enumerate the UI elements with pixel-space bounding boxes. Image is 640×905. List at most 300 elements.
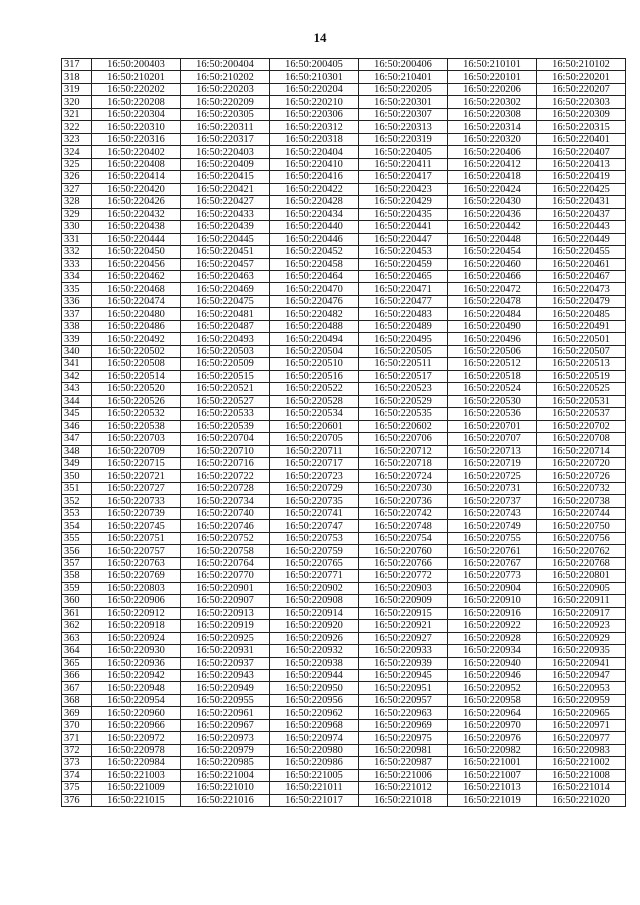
cadastral-code-cell: 16:50:220453 (359, 246, 448, 258)
cadastral-code-cell: 16:50:220478 (448, 295, 537, 307)
cadastral-code-cell: 16:50:220953 (537, 682, 626, 694)
cadastral-code-cell: 16:50:220755 (448, 532, 537, 544)
cadastral-code-cell: 16:50:220717 (270, 458, 359, 470)
cadastral-code-cell: 16:50:220403 (181, 146, 270, 158)
table-row (62, 196, 626, 208)
cadastral-code-cell: 16:50:220902 (270, 582, 359, 594)
table-row (62, 657, 626, 669)
row-number: 325 (62, 158, 92, 170)
cadastral-code-cell: 16:50:220411 (359, 158, 448, 170)
cadastral-code-cell: 16:50:220210 (270, 96, 359, 108)
cadastral-code-cell: 16:50:220764 (181, 557, 270, 569)
cadastral-code-cell: 16:50:220969 (359, 719, 448, 731)
row-number: 328 (62, 196, 92, 208)
row-number: 357 (62, 557, 92, 569)
cadastral-code-cell: 16:50:220209 (181, 96, 270, 108)
row-number: 376 (62, 794, 92, 806)
cadastral-code-cell: 16:50:220457 (181, 258, 270, 270)
cadastral-code-cell: 16:50:220455 (537, 246, 626, 258)
cadastral-code-cell: 16:50:220417 (359, 171, 448, 183)
cadastral-code-cell: 16:50:220502 (92, 345, 181, 357)
cadastral-code-cell: 16:50:220924 (92, 632, 181, 644)
table-row (62, 607, 626, 619)
cadastral-code-cell: 16:50:220521 (181, 383, 270, 395)
cadastral-code-cell: 16:50:220514 (92, 370, 181, 382)
table-body (62, 59, 626, 807)
cadastral-code-cell: 16:50:220491 (537, 320, 626, 332)
row-number: 371 (62, 732, 92, 744)
cadastral-code-cell: 16:50:220426 (92, 196, 181, 208)
cadastral-code-cell: 16:50:220456 (92, 258, 181, 270)
cadastral-code-cell: 16:50:220980 (270, 744, 359, 756)
cadastral-code-cell: 16:50:220922 (448, 620, 537, 632)
cadastral-code-cell: 16:50:220903 (359, 582, 448, 594)
row-number: 365 (62, 657, 92, 669)
cadastral-code-cell: 16:50:220206 (448, 83, 537, 95)
cadastral-code-cell: 16:50:221010 (181, 782, 270, 794)
cadastral-code-cell: 16:50:220962 (270, 707, 359, 719)
cadastral-code-cell: 16:50:220504 (270, 345, 359, 357)
row-number: 347 (62, 433, 92, 445)
cadastral-code-cell: 16:50:220495 (359, 333, 448, 345)
cadastral-code-cell: 16:50:220515 (181, 370, 270, 382)
cadastral-code-cell: 16:50:220467 (537, 270, 626, 282)
table-row (62, 258, 626, 270)
cadastral-code-cell: 16:50:221020 (537, 794, 626, 806)
table-row (62, 233, 626, 245)
table-row (62, 782, 626, 794)
cadastral-code-cell: 16:50:220506 (448, 345, 537, 357)
cadastral-code-cell: 16:50:220469 (181, 283, 270, 295)
cadastral-code-cell: 16:50:200406 (359, 59, 448, 71)
table-row (62, 433, 626, 445)
cadastral-code-cell: 16:50:220928 (448, 632, 537, 644)
table-row (62, 620, 626, 632)
cadastral-code-cell: 16:50:220301 (359, 96, 448, 108)
cadastral-code-cell: 16:50:220701 (448, 420, 537, 432)
cadastral-code-cell: 16:50:220518 (448, 370, 537, 382)
cadastral-code-cell: 16:50:220704 (181, 433, 270, 445)
row-number: 374 (62, 769, 92, 781)
cadastral-code-cell: 16:50:221003 (92, 769, 181, 781)
cadastral-code-cell: 16:50:220981 (359, 744, 448, 756)
cadastral-code-cell: 16:50:220421 (181, 183, 270, 195)
cadastral-code-cell: 16:50:220913 (181, 607, 270, 619)
cadastral-code-cell: 16:50:220489 (359, 320, 448, 332)
cadastral-code-cell: 16:50:220407 (537, 146, 626, 158)
cadastral-code-cell: 16:50:220422 (270, 183, 359, 195)
cadastral-code-cell: 16:50:220926 (270, 632, 359, 644)
cadastral-code-cell: 16:50:220974 (270, 732, 359, 744)
table-row (62, 158, 626, 170)
cadastral-code-cell: 16:50:210201 (92, 71, 181, 83)
cadastral-code-cell: 16:50:220929 (537, 632, 626, 644)
cadastral-code-cell: 16:50:200403 (92, 59, 181, 71)
table-row (62, 96, 626, 108)
cadastral-code-cell: 16:50:220971 (537, 719, 626, 731)
table-row (62, 669, 626, 681)
cadastral-code-cell: 16:50:220437 (537, 208, 626, 220)
row-number: 320 (62, 96, 92, 108)
table-row (62, 707, 626, 719)
cadastral-code-cell: 16:50:220961 (181, 707, 270, 719)
cadastral-code-cell: 16:50:220423 (359, 183, 448, 195)
cadastral-code-cell: 16:50:220978 (92, 744, 181, 756)
row-number: 352 (62, 495, 92, 507)
cadastral-code-cell: 16:50:220530 (448, 395, 537, 407)
cadastral-code-cell: 16:50:220463 (181, 270, 270, 282)
cadastral-code-cell: 16:50:220986 (270, 757, 359, 769)
cadastral-code-cell: 16:50:220476 (270, 295, 359, 307)
cadastral-code-cell: 16:50:220910 (448, 595, 537, 607)
cadastral-code-cell: 16:50:220933 (359, 645, 448, 657)
cadastral-code-cell: 16:50:220439 (181, 221, 270, 233)
cadastral-code-cell: 16:50:220938 (270, 657, 359, 669)
cadastral-code-cell: 16:50:220975 (359, 732, 448, 744)
cadastral-code-cell: 16:50:220415 (181, 171, 270, 183)
cadastral-code-cell: 16:50:220771 (270, 570, 359, 582)
cadastral-code-cell: 16:50:220308 (448, 108, 537, 120)
row-number: 339 (62, 333, 92, 345)
row-number: 346 (62, 420, 92, 432)
cadastral-code-cell: 16:50:220462 (92, 270, 181, 282)
cadastral-code-cell: 16:50:220319 (359, 133, 448, 145)
table-row (62, 445, 626, 457)
cadastral-code-cell: 16:50:220470 (270, 283, 359, 295)
cadastral-code-cell: 16:50:221017 (270, 794, 359, 806)
cadastral-code-cell: 16:50:220507 (537, 345, 626, 357)
cadastral-code-cell: 16:50:220713 (448, 445, 537, 457)
table-row (62, 420, 626, 432)
cadastral-code-cell: 16:50:220967 (181, 719, 270, 731)
cadastral-code-cell: 16:50:220770 (181, 570, 270, 582)
table-row (62, 221, 626, 233)
cadastral-code-cell: 16:50:220801 (537, 570, 626, 582)
cadastral-code-cell: 16:50:220508 (92, 358, 181, 370)
cadastral-code-cell: 16:50:220522 (270, 383, 359, 395)
cadastral-code-cell: 16:50:220918 (92, 620, 181, 632)
cadastral-code-cell: 16:50:220539 (181, 420, 270, 432)
cadastral-code-cell: 16:50:220525 (537, 383, 626, 395)
table-row (62, 345, 626, 357)
cadastral-code-cell: 16:50:220756 (537, 532, 626, 544)
row-number: 321 (62, 108, 92, 120)
cadastral-code-cell: 16:50:220710 (181, 445, 270, 457)
cadastral-code-cell: 16:50:220769 (92, 570, 181, 582)
cadastral-code-table (61, 58, 626, 807)
cadastral-code-cell: 16:50:200405 (270, 59, 359, 71)
row-number: 334 (62, 270, 92, 282)
table-row (62, 719, 626, 731)
row-number: 318 (62, 71, 92, 83)
cadastral-code-cell: 16:50:220705 (270, 433, 359, 445)
row-number: 324 (62, 146, 92, 158)
cadastral-code-cell: 16:50:220725 (448, 470, 537, 482)
cadastral-code-cell: 16:50:220972 (92, 732, 181, 744)
cadastral-code-cell: 16:50:220987 (359, 757, 448, 769)
cadastral-code-cell: 16:50:220505 (359, 345, 448, 357)
cadastral-code-cell: 16:50:220984 (92, 757, 181, 769)
row-number: 351 (62, 482, 92, 494)
cadastral-code-cell: 16:50:220418 (448, 171, 537, 183)
cadastral-code-cell: 16:50:220719 (448, 458, 537, 470)
cadastral-code-cell: 16:50:220312 (270, 121, 359, 133)
cadastral-code-cell: 16:50:220443 (537, 221, 626, 233)
cadastral-code-cell: 16:50:220501 (537, 333, 626, 345)
cadastral-code-cell: 16:50:220205 (359, 83, 448, 95)
cadastral-code-cell: 16:50:220434 (270, 208, 359, 220)
cadastral-code-cell: 16:50:220759 (270, 545, 359, 557)
cadastral-code-cell: 16:50:220532 (92, 408, 181, 420)
cadastral-code-cell: 16:50:220208 (92, 96, 181, 108)
cadastral-code-cell: 16:50:220733 (92, 495, 181, 507)
cadastral-code-cell: 16:50:220907 (181, 595, 270, 607)
cadastral-code-cell: 16:50:220904 (448, 582, 537, 594)
cadastral-code-cell: 16:50:220731 (448, 482, 537, 494)
cadastral-code-cell: 16:50:221014 (537, 782, 626, 794)
cadastral-code-cell: 16:50:220718 (359, 458, 448, 470)
cadastral-code-cell: 16:50:220935 (537, 645, 626, 657)
cadastral-code-cell: 16:50:220427 (181, 196, 270, 208)
cadastral-code-cell: 16:50:220714 (537, 445, 626, 457)
cadastral-code-cell: 16:50:220949 (181, 682, 270, 694)
cadastral-code-cell: 16:50:220931 (181, 645, 270, 657)
cadastral-code-cell: 16:50:221019 (448, 794, 537, 806)
cadastral-code-cell: 16:50:220702 (537, 420, 626, 432)
cadastral-code-cell: 16:50:220201 (537, 71, 626, 83)
row-number: 330 (62, 221, 92, 233)
row-number: 338 (62, 320, 92, 332)
row-number: 332 (62, 246, 92, 258)
row-number: 349 (62, 458, 92, 470)
cadastral-code-cell: 16:50:220985 (181, 757, 270, 769)
cadastral-code-cell: 16:50:220976 (448, 732, 537, 744)
table-row (62, 358, 626, 370)
cadastral-code-cell: 16:50:220908 (270, 595, 359, 607)
cadastral-code-cell: 16:50:220748 (359, 520, 448, 532)
cadastral-code-cell: 16:50:220425 (537, 183, 626, 195)
table-row (62, 757, 626, 769)
cadastral-code-cell: 16:50:220493 (181, 333, 270, 345)
cadastral-code-cell: 16:50:220441 (359, 221, 448, 233)
cadastral-code-cell: 16:50:220735 (270, 495, 359, 507)
cadastral-code-cell: 16:50:220318 (270, 133, 359, 145)
cadastral-code-cell: 16:50:220414 (92, 171, 181, 183)
cadastral-code-cell: 16:50:220420 (92, 183, 181, 195)
cadastral-code-cell: 16:50:220306 (270, 108, 359, 120)
row-number: 372 (62, 744, 92, 756)
cadastral-code-cell: 16:50:220450 (92, 246, 181, 258)
cadastral-code-cell: 16:50:220449 (537, 233, 626, 245)
cadastral-code-cell: 16:50:220475 (181, 295, 270, 307)
cadastral-code-cell: 16:50:220471 (359, 283, 448, 295)
cadastral-code-cell: 16:50:220937 (181, 657, 270, 669)
row-number: 353 (62, 507, 92, 519)
cadastral-code-cell: 16:50:220528 (270, 395, 359, 407)
cadastral-code-cell: 16:50:220983 (537, 744, 626, 756)
cadastral-code-cell: 16:50:220537 (537, 408, 626, 420)
row-number: 368 (62, 694, 92, 706)
cadastral-code-cell: 16:50:220517 (359, 370, 448, 382)
cadastral-code-cell: 16:50:220712 (359, 445, 448, 457)
row-number: 364 (62, 645, 92, 657)
cadastral-code-cell: 16:50:220966 (92, 719, 181, 731)
row-number: 331 (62, 233, 92, 245)
cadastral-code-cell: 16:50:220480 (92, 308, 181, 320)
cadastral-code-cell: 16:50:220466 (448, 270, 537, 282)
table-row (62, 320, 626, 332)
cadastral-code-cell: 16:50:220765 (270, 557, 359, 569)
row-number: 323 (62, 133, 92, 145)
cadastral-code-cell: 16:50:221005 (270, 769, 359, 781)
table-row (62, 383, 626, 395)
cadastral-code-cell: 16:50:220946 (448, 669, 537, 681)
cadastral-code-cell: 16:50:220728 (181, 482, 270, 494)
cadastral-code-cell: 16:50:220468 (92, 283, 181, 295)
cadastral-code-cell: 16:50:220954 (92, 694, 181, 706)
cadastral-code-cell: 16:50:220716 (181, 458, 270, 470)
row-number: 348 (62, 445, 92, 457)
cadastral-code-cell: 16:50:220310 (92, 121, 181, 133)
cadastral-code-cell: 16:50:220447 (359, 233, 448, 245)
cadastral-code-cell: 16:50:210202 (181, 71, 270, 83)
cadastral-code-cell: 16:50:220465 (359, 270, 448, 282)
table-row (62, 458, 626, 470)
cadastral-code-cell: 16:50:220912 (92, 607, 181, 619)
table-row (62, 632, 626, 644)
cadastral-code-cell: 16:50:220431 (537, 196, 626, 208)
table-row (62, 495, 626, 507)
row-number: 342 (62, 370, 92, 382)
cadastral-code-cell: 16:50:220911 (537, 595, 626, 607)
cadastral-code-cell: 16:50:220460 (448, 258, 537, 270)
cadastral-code-cell: 16:50:220513 (537, 358, 626, 370)
table-row (62, 582, 626, 594)
cadastral-code-cell: 16:50:220773 (448, 570, 537, 582)
cadastral-code-cell: 16:50:220914 (270, 607, 359, 619)
cadastral-code-cell: 16:50:220529 (359, 395, 448, 407)
cadastral-code-cell: 16:50:220738 (537, 495, 626, 507)
cadastral-code-cell: 16:50:220442 (448, 221, 537, 233)
cadastral-code-cell: 16:50:220435 (359, 208, 448, 220)
cadastral-code-cell: 16:50:220311 (181, 121, 270, 133)
cadastral-code-cell: 16:50:220474 (92, 295, 181, 307)
cadastral-code-cell: 16:50:220531 (537, 395, 626, 407)
table-row (62, 308, 626, 320)
table-row (62, 133, 626, 145)
cadastral-code-cell: 16:50:220496 (448, 333, 537, 345)
row-number: 373 (62, 757, 92, 769)
cadastral-code-cell: 16:50:220721 (92, 470, 181, 482)
table-row (62, 246, 626, 258)
cadastral-code-cell: 16:50:220734 (181, 495, 270, 507)
cadastral-code-cell: 16:50:220444 (92, 233, 181, 245)
row-number: 341 (62, 358, 92, 370)
cadastral-code-cell: 16:50:220309 (537, 108, 626, 120)
cadastral-code-cell: 16:50:220527 (181, 395, 270, 407)
cadastral-code-cell: 16:50:220772 (359, 570, 448, 582)
row-number: 326 (62, 171, 92, 183)
table-row (62, 121, 626, 133)
table-row (62, 769, 626, 781)
cadastral-code-cell: 16:50:220487 (181, 320, 270, 332)
cadastral-code-cell: 16:50:220936 (92, 657, 181, 669)
cadastral-code-cell: 16:50:220964 (448, 707, 537, 719)
cadastral-code-cell: 16:50:220726 (537, 470, 626, 482)
row-number: 333 (62, 258, 92, 270)
cadastral-code-cell: 16:50:220526 (92, 395, 181, 407)
cadastral-code-cell: 16:50:220509 (181, 358, 270, 370)
row-number: 336 (62, 295, 92, 307)
cadastral-code-cell: 16:50:221011 (270, 782, 359, 794)
table-row (62, 408, 626, 420)
table-row (62, 645, 626, 657)
cadastral-code-cell: 16:50:220753 (270, 532, 359, 544)
cadastral-code-cell: 16:50:220940 (448, 657, 537, 669)
table-row (62, 794, 626, 806)
cadastral-code-cell: 16:50:220727 (92, 482, 181, 494)
row-number: 358 (62, 570, 92, 582)
row-number: 317 (62, 59, 92, 71)
cadastral-code-cell: 16:50:220747 (270, 520, 359, 532)
cadastral-code-cell: 16:50:210401 (359, 71, 448, 83)
cadastral-code-cell: 16:50:220511 (359, 358, 448, 370)
cadastral-code-cell: 16:50:220524 (448, 383, 537, 395)
cadastral-code-cell: 16:50:220416 (270, 171, 359, 183)
cadastral-code-cell: 16:50:220963 (359, 707, 448, 719)
cadastral-code-cell: 16:50:220758 (181, 545, 270, 557)
cadastral-code-cell: 16:50:220207 (537, 83, 626, 95)
row-number: 366 (62, 669, 92, 681)
row-number: 350 (62, 470, 92, 482)
cadastral-code-cell: 16:50:220482 (270, 308, 359, 320)
cadastral-code-cell: 16:50:220303 (537, 96, 626, 108)
row-number: 355 (62, 532, 92, 544)
cadastral-code-cell: 16:50:220916 (448, 607, 537, 619)
cadastral-code-cell: 16:50:220909 (359, 595, 448, 607)
cadastral-code-cell: 16:50:220440 (270, 221, 359, 233)
cadastral-code-cell: 16:50:220601 (270, 420, 359, 432)
cadastral-code-cell: 16:50:220742 (359, 507, 448, 519)
table-row (62, 557, 626, 569)
table-row (62, 482, 626, 494)
cadastral-code-cell: 16:50:220304 (92, 108, 181, 120)
cadastral-code-cell: 16:50:220405 (359, 146, 448, 158)
row-number: 345 (62, 408, 92, 420)
cadastral-code-cell: 16:50:220968 (270, 719, 359, 731)
cadastral-code-cell: 16:50:220459 (359, 258, 448, 270)
row-number: 319 (62, 83, 92, 95)
cadastral-code-cell: 16:50:220803 (92, 582, 181, 594)
cadastral-code-cell: 16:50:220958 (448, 694, 537, 706)
cadastral-code-cell: 16:50:220483 (359, 308, 448, 320)
row-number: 354 (62, 520, 92, 532)
cadastral-code-cell: 16:50:220754 (359, 532, 448, 544)
cadastral-code-cell: 16:50:220454 (448, 246, 537, 258)
row-number: 344 (62, 395, 92, 407)
cadastral-code-cell: 16:50:220408 (92, 158, 181, 170)
cadastral-code-cell: 16:50:220915 (359, 607, 448, 619)
table-row (62, 744, 626, 756)
cadastral-code-cell: 16:50:220751 (92, 532, 181, 544)
cadastral-code-cell: 16:50:220952 (448, 682, 537, 694)
cadastral-code-cell: 16:50:220516 (270, 370, 359, 382)
cadastral-code-cell: 16:50:220965 (537, 707, 626, 719)
cadastral-code-cell: 16:50:220729 (270, 482, 359, 494)
cadastral-code-cell: 16:50:220761 (448, 545, 537, 557)
cadastral-code-cell: 16:50:220921 (359, 620, 448, 632)
cadastral-code-cell: 16:50:220930 (92, 645, 181, 657)
